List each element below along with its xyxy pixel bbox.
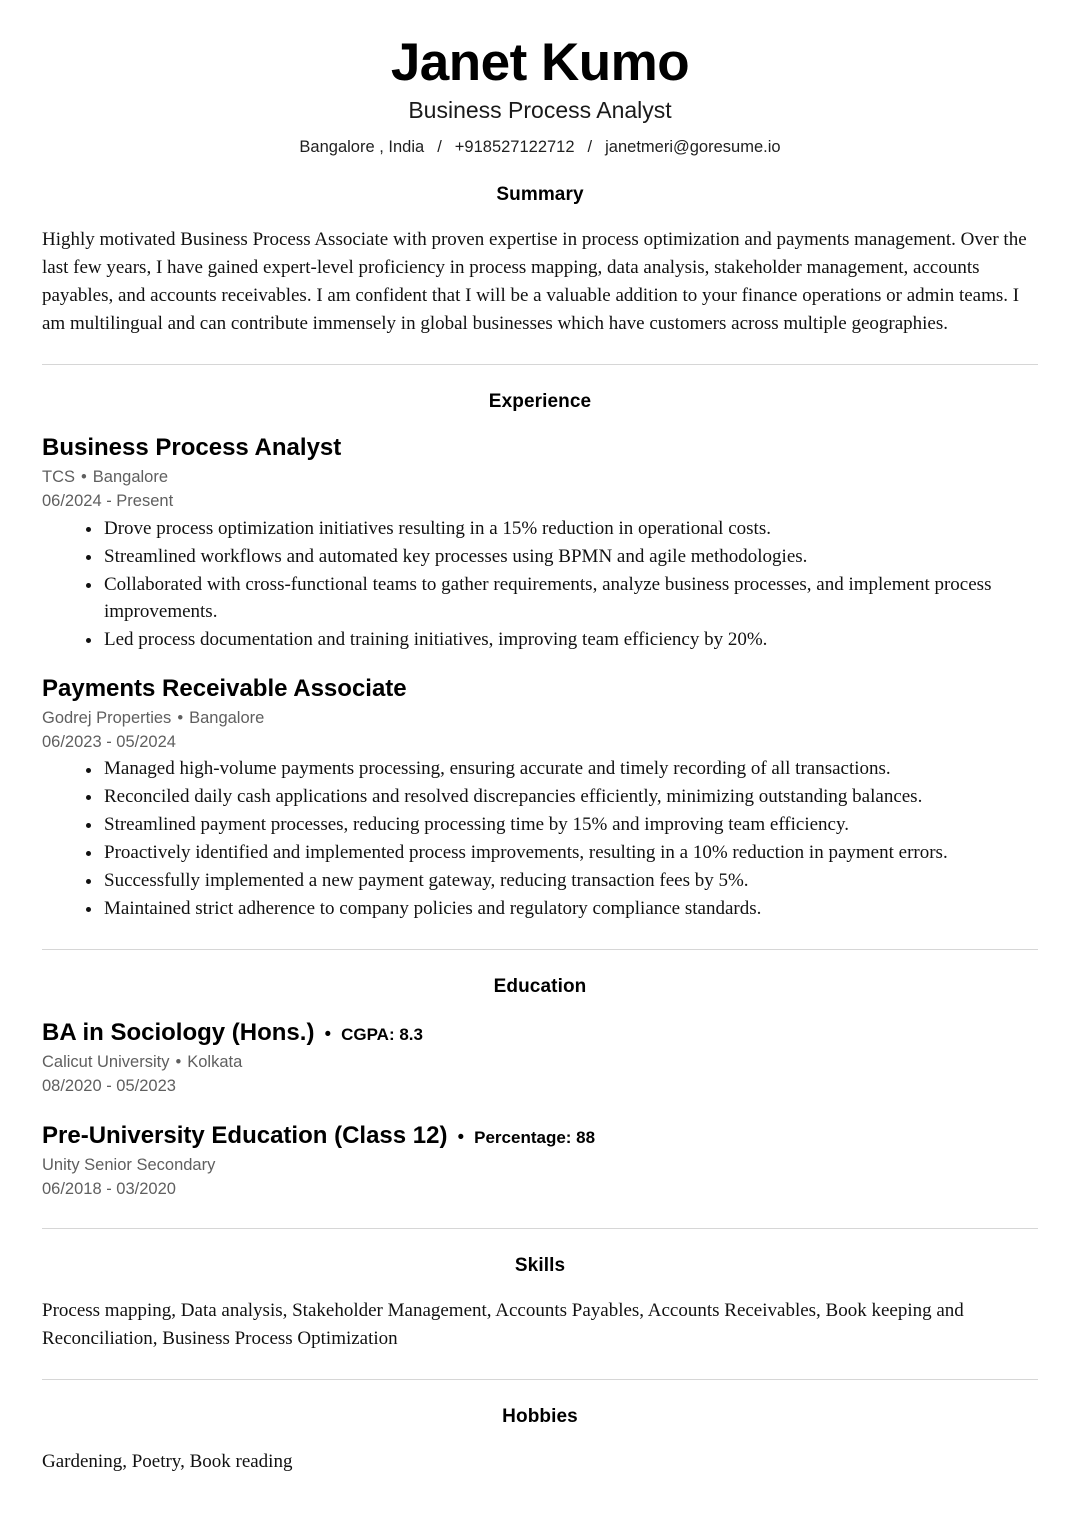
contact-email[interactable]: janetmeri@goresume.io xyxy=(605,137,781,156)
education-grade: CGPA: 8.3 xyxy=(341,1025,423,1045)
degree-separator-dot-icon: • xyxy=(457,1127,465,1149)
education-title-row xyxy=(42,1121,1038,1151)
education-institution: Unity Senior Secondary xyxy=(42,1156,216,1175)
education-title-row xyxy=(42,1018,1038,1048)
experience-bullet-list xyxy=(42,516,1038,654)
meta-dot-icon: • xyxy=(177,708,184,727)
section-summary xyxy=(42,184,1038,338)
experience-entry xyxy=(42,674,1038,924)
section-divider-1 xyxy=(42,364,1038,365)
section-experience xyxy=(42,391,1038,923)
experience-location: Bangalore xyxy=(189,708,265,727)
section-heading-education: Education xyxy=(493,976,587,998)
meta-dot-icon: • xyxy=(175,1053,182,1072)
education-institution-line xyxy=(42,1154,1038,1178)
list-item: Collaborated with cross-functional teams to gather requirements, analyze business processes, and implement process improvements. xyxy=(86,572,1038,626)
list-item: Managed high-volume payments processing, ensuring accurate and timely recording of all transactions. xyxy=(86,756,1038,783)
list-item: Proactively identified and implemented process improvements, resulting in a 10% reduction in payment errors. xyxy=(86,840,1038,867)
education-degree: BA in Sociology (Hons.) xyxy=(42,1019,315,1047)
contact-phone[interactable]: +918527122712 xyxy=(454,137,575,156)
list-item: Led process documentation and training initiatives, improving team efficiency by 20%. xyxy=(86,627,1038,654)
list-item: Streamlined payment processes, reducing processing time by 15% and improving team efficiency. xyxy=(86,812,1038,839)
contact-separator-1: / xyxy=(437,137,442,156)
experience-dates: 06/2024 - Present xyxy=(42,491,174,510)
summary-text: Highly motivated Business Process Associate with proven expertise in process optimization and payments management. Over the last few years, I have gained expert-level proficiency in process mapping, data analysis, stakeholder management, accounts payables, and accounts receivables. I am confident that I will be a valuable addition to your finance operations or admin teams. I am multilingual and can contribute immensely in global businesses which have customers across multiple geographies. xyxy=(42,229,1027,335)
list-item: Reconciled daily cash applications and resolved discrepancies efficiently, minimizing outstanding balances. xyxy=(86,784,1038,811)
list-item: Successfully implemented a new payment gateway, reducing transaction fees by 5%. xyxy=(86,868,1038,895)
list-item: Maintained strict adherence to company policies and regulatory compliance standards. xyxy=(86,896,1038,923)
degree-separator-dot-icon: • xyxy=(324,1024,332,1046)
section-heading-experience: Experience xyxy=(488,390,592,412)
education-entry xyxy=(42,1121,1038,1202)
list-item: Drove process optimization initiatives resulting in a 15% reduction in operational costs. xyxy=(86,516,1038,543)
skills-text: Process mapping, Data analysis, Stakeholder Management, Accounts Payables, Accounts Receivables, Book keeping and Reconciliation, Business Process Optimization xyxy=(42,1299,964,1349)
education-institution-line xyxy=(42,1051,1038,1075)
experience-dates: 06/2023 - 05/2024 xyxy=(42,732,176,751)
experience-job-title: Payments Receivable Associate xyxy=(42,674,407,702)
list-item: Streamlined workflows and automated key processes using BPMN and agile methodologies. xyxy=(86,544,1038,571)
contact-line xyxy=(42,137,1038,158)
education-institution: Calicut University xyxy=(42,1053,170,1072)
section-heading-summary: Summary xyxy=(496,184,584,206)
section-divider-2 xyxy=(42,949,1038,950)
experience-bullet-list xyxy=(42,756,1038,923)
candidate-headline: Business Process Analyst xyxy=(408,97,672,124)
experience-company: Godrej Properties xyxy=(42,708,172,727)
section-heading-hobbies: Hobbies xyxy=(502,1405,578,1427)
experience-company-line xyxy=(42,466,1038,490)
section-divider-4 xyxy=(42,1379,1038,1380)
section-education xyxy=(42,976,1038,1202)
contact-separator-2: / xyxy=(587,137,593,156)
education-degree: Pre-University Education (Class 12) xyxy=(42,1122,448,1150)
education-dates: 08/2020 - 05/2023 xyxy=(42,1077,176,1096)
section-heading-skills: Skills xyxy=(514,1254,566,1276)
section-hobbies xyxy=(42,1406,1038,1476)
section-skills xyxy=(42,1255,1038,1353)
candidate-name: Janet Kumo xyxy=(390,33,690,92)
education-entry xyxy=(42,1018,1038,1099)
resume-header xyxy=(42,34,1038,158)
education-grade: Percentage: 88 xyxy=(474,1128,596,1148)
education-dates: 06/2018 - 03/2020 xyxy=(42,1180,176,1199)
experience-job-title: Business Process Analyst xyxy=(42,433,342,461)
education-location: Kolkata xyxy=(187,1053,243,1072)
experience-entry xyxy=(42,433,1038,654)
experience-company-line xyxy=(42,707,1038,731)
hobbies-text: Gardening, Poetry, Book reading xyxy=(42,1450,293,1472)
contact-location: Bangalore , India xyxy=(299,137,425,156)
experience-title-row xyxy=(42,433,1038,463)
experience-company: TCS xyxy=(42,467,75,486)
experience-title-row xyxy=(42,674,1038,704)
section-divider-3 xyxy=(42,1228,1038,1229)
experience-location: Bangalore xyxy=(92,467,169,486)
meta-dot-icon: • xyxy=(81,467,87,486)
